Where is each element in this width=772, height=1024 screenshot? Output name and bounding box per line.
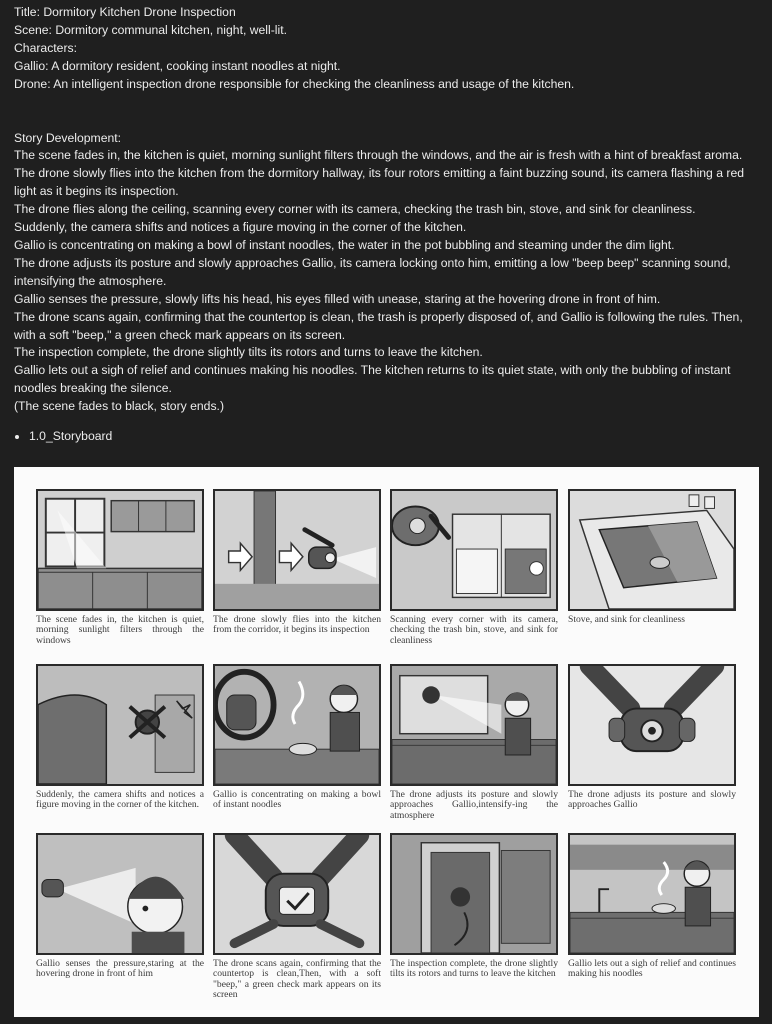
- story-paragraph: The drone flies along the ceiling, scanning every corner with its camera, checking the trash bin, stove, and sink for cleanliness.: [14, 202, 696, 217]
- storyboard-link[interactable]: • 1.0_Storyboard: [29, 428, 762, 446]
- character-gallio: Gallio: A dormitory resident, cooking instant noodles at night.: [14, 58, 341, 73]
- panel-sketch-kitchen-window: [36, 489, 204, 611]
- panel-sketch-drone-leaves: [390, 833, 558, 955]
- panel-sketch-drone-front: [568, 664, 736, 786]
- story-title: Title: Dormitory Kitchen Drone Inspection: [14, 5, 236, 19]
- panel-caption: The drone slowly flies into the kitchen from the corridor, it begins its inspection: [213, 614, 381, 636]
- panel-caption: Stove, and sink for cleanliness: [568, 614, 685, 625]
- panel-caption: The drone scans again, confirming that the countertop is clean,Then, with a soft "beep," a green check mark appears on its screen: [213, 958, 381, 1001]
- character-drone: Drone: An intelligent inspection drone responsible for checking the cleanliness and usage of the kitchen.: [14, 76, 575, 91]
- story-paragraph: Gallio lets out a sigh of relief and continues making his noodles. The kitchen returns to its quiet state, with only the bubbling of instant noodles breaking the silence.: [14, 363, 731, 396]
- panel-sketch-trash-bin: [390, 489, 558, 611]
- panel-caption: The scene fades in, the kitchen is quiet, morning sunlight filters through the windows: [36, 614, 204, 646]
- story-paragraph: (The scene fades to black, story ends.): [14, 399, 224, 414]
- panel-sketch-drone-approaches: [390, 664, 558, 786]
- story-paragraph: The scene fades in, the kitchen is quiet, morning sunlight filters through the windows, and the air is fresh with a hint of breakfast aroma.: [14, 148, 743, 163]
- story-paragraph: Gallio is concentrating on making a bowl of instant noodles, the water in the pot bubbling and steaming under the dim light.: [14, 237, 675, 252]
- story-paragraph: The drone scans again, confirming that the countertop is clean, the trash is properly disposed of, and Gallio is following the rules. Then, with a soft "beep," a green check mark appears on its screen.: [14, 309, 743, 342]
- characters-heading: Characters:: [14, 40, 77, 55]
- attachment-list: [14, 428, 762, 446]
- panel-sketch-check-mark: [213, 833, 381, 955]
- panel-sketch-sink: [568, 489, 736, 611]
- panel-caption: Scanning every corner with its camera, checking the trash bin, stove, and sink for cleanliness: [390, 614, 558, 646]
- story-paragraph: The drone slowly flies into the kitchen from the dormitory hallway, its four rotors emitting a faint buzzing sound, its camera flashing a red light as it begins its inspection.: [14, 166, 745, 199]
- post-content: [14, 4, 762, 446]
- scene-line: Scene: Dormitory communal kitchen, night, well-lit.: [14, 22, 287, 37]
- panel-sketch-gallio-looks-up: [36, 833, 204, 955]
- storyboard-image: [14, 467, 759, 1017]
- story-paragraph: The drone adjusts its posture and slowly approaches Gallio, its camera locking onto him, emitting a low "beep beep" scanning sound, intensifying the atmosphere.: [14, 255, 731, 288]
- story-heading: Story Development:: [14, 130, 122, 145]
- panel-sketch-gallio-cooking: [213, 664, 381, 786]
- panel-caption: Gallio senses the pressure,staring at the hovering drone in front of him: [36, 958, 204, 980]
- panel-caption: The drone adjusts its posture and slowly approaches Gallio: [568, 789, 736, 811]
- story-paragraph: Gallio senses the pressure, slowly lifts his head, his eyes filled with unease, staring at the hovering drone in front of him.: [14, 291, 661, 306]
- panel-sketch-drone-entering: [213, 489, 381, 611]
- panel-caption: The drone adjusts its posture and slowly approaches Gallio,intensify-ing the atmosphere: [390, 789, 558, 821]
- panel-caption: Suddenly, the camera shifts and notices a figure moving in the corner of the kitchen.: [36, 789, 204, 811]
- panel-sketch-drone-notices-figure: [36, 664, 204, 786]
- story-paragraph: Suddenly, the camera shifts and notices a figure moving in the corner of the kitchen.: [14, 220, 467, 235]
- panel-caption: Gallio lets out a sigh of relief and continues making his noodles: [568, 958, 736, 980]
- panel-caption: The inspection complete, the drone slightly tilts its rotors and turns to leave the kitchen: [390, 958, 558, 980]
- story-paragraph: The inspection complete, the drone slightly tilts its rotors and turns to leave the kitchen.: [14, 345, 483, 360]
- panel-caption: Gallio is concentrating on making a bowl of instant noodles: [213, 789, 381, 811]
- panel-sketch-gallio-relieved: [568, 833, 736, 955]
